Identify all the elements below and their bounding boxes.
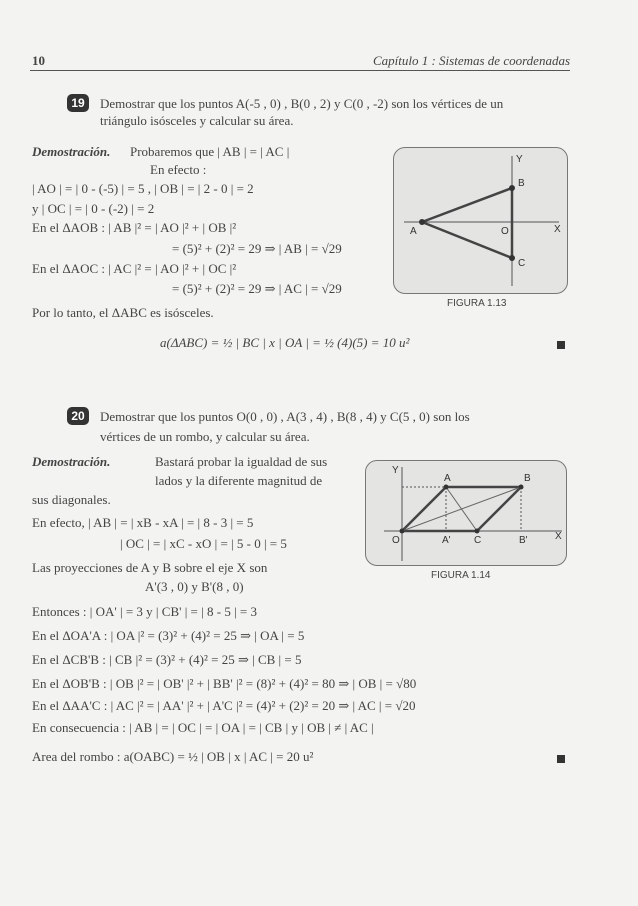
label-X: X (555, 531, 562, 542)
p20-statement-line2: vértices de un rombo, y calcular su área. (100, 429, 310, 444)
p20-line1: Bastará probar la igualdad de sus (155, 454, 328, 469)
side-BC (477, 487, 521, 531)
label-O: O (501, 226, 509, 237)
point-C (475, 529, 480, 534)
p20-line10: En el ΔCB'B : | CB |² = (3)² + (4)² = 25 ⇒ | CB | = 5 (32, 652, 302, 667)
label-C: C (474, 535, 482, 546)
header-rule (30, 70, 570, 71)
page-number: 10 (32, 53, 45, 68)
p19-line4: y | OC | = | 0 - (-2) | = 2 (32, 201, 155, 216)
label-C: C (518, 258, 526, 269)
p20-line6: Las proyecciones de A y B sobre el eje X son (32, 560, 268, 575)
p19-line2: En efecto : (150, 162, 207, 177)
p20-line5: | OC | = | xC - xO | = | 5 - 0 | = 5 (120, 536, 287, 551)
p20-area: Area del rombo : a(OABC) = ½ | OB | x | AC | = 20 u² (32, 749, 314, 764)
problem-20-badge: 20 (67, 407, 89, 425)
p20-line13: En consecuencia : | AB | = | OC | = | OA | = | CB | y | OB | ≠ | AC | (32, 720, 374, 735)
point-A (419, 219, 425, 225)
segment-AC (422, 222, 512, 258)
point-B (519, 485, 524, 490)
point-B (509, 185, 515, 191)
label-O: O (392, 535, 400, 546)
label-Y: Y (516, 154, 523, 165)
figure-1-14-caption: FIGURA 1.14 (431, 570, 491, 581)
p19-line9: Por lo tanto, el ΔABC es isósceles. (32, 305, 214, 320)
figure-1-13-plot (394, 148, 567, 293)
side-OA (402, 487, 446, 531)
label-B: B (518, 178, 525, 189)
p20-statement-line1: Demostrar que los puntos O(0 , 0) , A(3 , 4) , B(8 , 4) y C(5 , 0) son los (100, 409, 470, 424)
p19-statement-line1: Demostrar que los puntos A(-5 , 0) , B(0 , 2) y C(0 , -2) son los vértices de un (100, 96, 504, 111)
label-B: B (524, 473, 531, 484)
p20-demo-label: Demostración. (32, 454, 111, 469)
diagonal-AC (446, 487, 477, 531)
label-A-prime: A' (442, 535, 451, 546)
label-X: X (554, 224, 561, 235)
p20-line12: En el ΔAA'C : | AC |² = | AA' |² + | A'C |² = (4)² + (2)² = 20 ⇒ | AC | = √20 (32, 698, 416, 713)
label-A: A (444, 473, 451, 484)
segment-AB (422, 188, 512, 222)
p19-line8: = (5)² + (2)² = 29 ⇒ | AC | = √29 (172, 281, 342, 296)
p20-line4: En efecto, | AB | = | xB - xA | = | 8 - 3 | = 5 (32, 515, 254, 530)
problem-19-badge: 19 (67, 94, 89, 112)
p19-end-mark (557, 341, 565, 349)
p20-line2: lados y la diferente magnitud de (155, 473, 323, 488)
p19-line7: En el ΔAOC : | AC |² = | AO |² + | OC |² (32, 261, 237, 276)
p20-line8: Entonces : | OA' | = 3 y | CB' | = | 8 - 5 | = 3 (32, 604, 258, 619)
p19-demo-label: Demostración. (32, 144, 111, 159)
p20-line9: En el ΔOA'A : | OA |² = (3)² + (4)² = 25 ⇒ | OA | = 5 (32, 628, 305, 643)
p19-line5: En el ΔAOB : | AB |² = | AO |² + | OB |² (32, 220, 237, 235)
point-C (509, 255, 515, 261)
p19-area: a(ΔABC) = ½ | BC | x | OA | = ½ (4)(5) = 10 u² (160, 335, 410, 350)
label-Y: Y (392, 465, 399, 476)
p20-line7: A'(3 , 0) y B'(8 , 0) (145, 579, 244, 594)
label-A: A (410, 226, 417, 237)
figure-1-14 (365, 460, 567, 566)
p19-statement-line2: triángulo isósceles y calcular su área. (100, 113, 294, 128)
p20-end-mark (557, 755, 565, 763)
p19-line3: | AO | = | 0 - (-5) | = 5 , | OB | = | 2 - 0 | = 2 (32, 181, 254, 196)
point-A (444, 485, 449, 490)
p19-line6: = (5)² + (2)² = 29 ⇒ | AB | = √29 (172, 241, 342, 256)
p19-line1: Probaremos que | AB | = | AC | (130, 144, 290, 159)
point-O (400, 529, 405, 534)
figure-1-13-caption: FIGURA 1.13 (447, 298, 507, 309)
p20-line3: sus diagonales. (32, 492, 111, 507)
chapter-title: Capítulo 1 : Sistemas de coordenadas (372, 53, 570, 68)
figure-1-13 (393, 147, 568, 294)
figure-1-14-plot (366, 461, 566, 565)
p20-line11: En el ΔOB'B : | OB |² = | OB' |² + | BB' |² = (8)² + (4)² = 80 ⇒ | OB | = √80 (32, 676, 417, 691)
label-B-prime: B' (519, 535, 528, 546)
